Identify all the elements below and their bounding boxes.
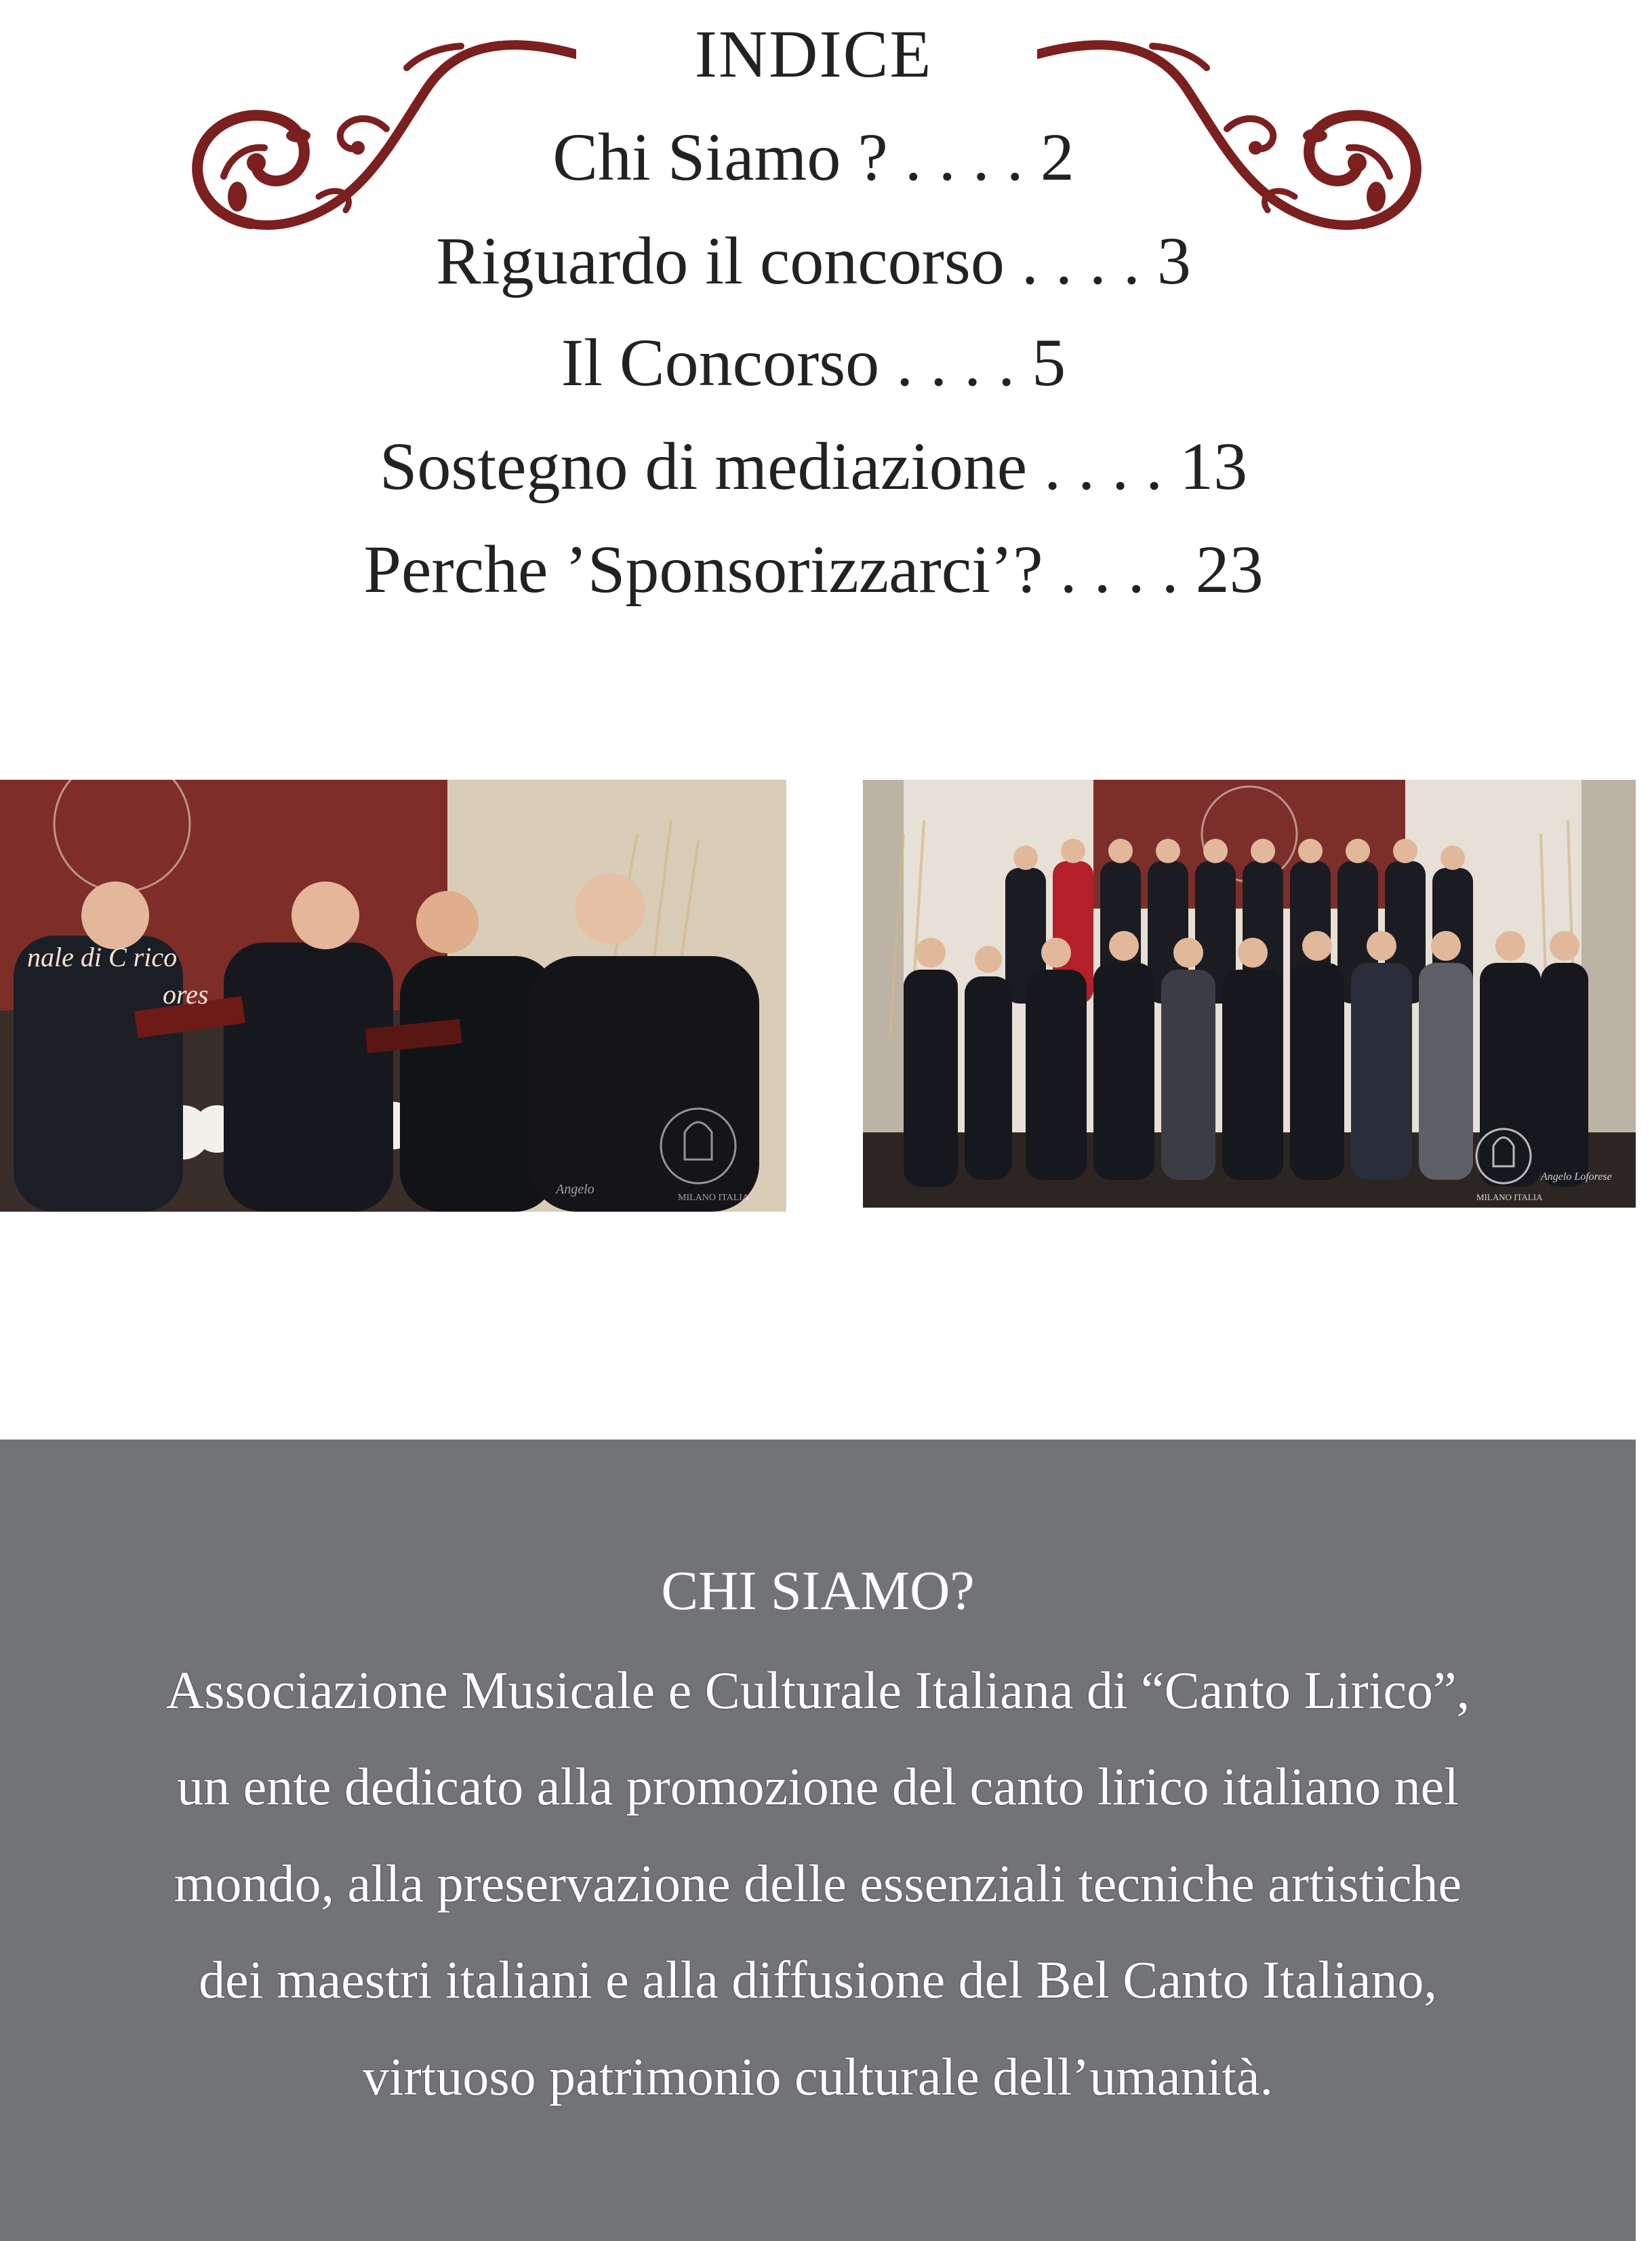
toc-item-riguardo-il-concorso[interactable]: Riguardo il concorso . . . . 3 — [436, 223, 1191, 298]
chi-siamo-section — [0, 1440, 1636, 2241]
watermark-signature-2: Angelo Loforese — [1541, 1171, 1612, 1183]
banner-text-2: ores — [163, 979, 209, 1010]
about-text-line-2: un ente dedicato alla promozione del canto lirico italiano nel — [177, 1757, 1459, 1816]
index-title: INDICE — [694, 16, 933, 92]
toc-item-perche-sponsorizzarci[interactable]: Perche ’Sponsorizzarci’? . . . . 23 — [363, 532, 1264, 607]
watermark-city: MILANO ITALIA — [678, 1193, 750, 1203]
group-photo — [863, 780, 1636, 1208]
toc-item-il-concorso[interactable]: Il Concorso . . . . 5 — [561, 325, 1066, 400]
banner-text: nale di C rico — [27, 942, 178, 972]
section-title: CHI SIAMO? — [661, 1560, 975, 1621]
watermark-signature: Angelo — [556, 1182, 595, 1197]
about-text-line-5: virtuoso patrimonio culturale dell’umanità. — [363, 2047, 1273, 2106]
toc-item-sostegno-di-mediazione[interactable]: Sostegno di mediazione . . . . 13 — [379, 429, 1248, 504]
toc-item-chi-siamo[interactable]: Chi Siamo ? . . . . 2 — [552, 119, 1074, 195]
watermark-city-2: MILANO ITALIA — [1476, 1192, 1543, 1202]
award-ceremony-photo — [0, 780, 786, 1212]
about-text-line-1: Associazione Musicale e Culturale Italiana di “Canto Lirico”, — [165, 1661, 1470, 1720]
about-text-line-4: dei maestri italiani e alla diffusione del Bel Canto Italiano, — [199, 1950, 1437, 2009]
about-text-line-3: mondo, alla preservazione delle essenziali tecniche artistiche — [174, 1854, 1462, 1913]
